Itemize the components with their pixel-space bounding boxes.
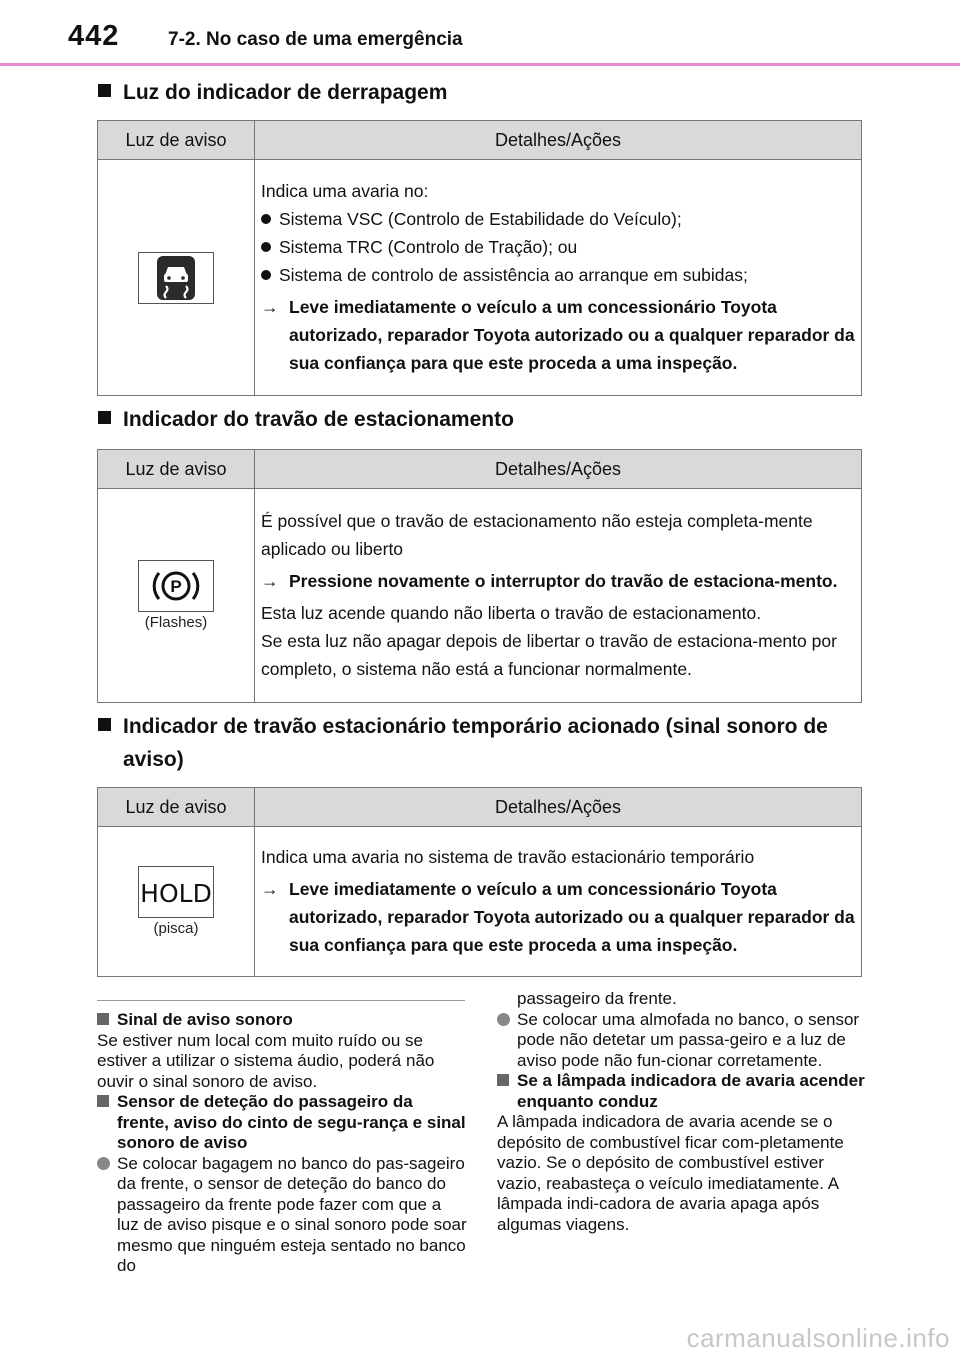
details-cell (255, 827, 862, 977)
arrow-icon: → (261, 296, 279, 317)
icon-caption: (Flashes) (144, 614, 208, 631)
square-bullet-icon (497, 1074, 509, 1086)
footnote-column-left (97, 1010, 467, 1277)
warning-light-cell (98, 160, 255, 396)
square-bullet-icon (98, 411, 111, 424)
column-header-details: Detalhes/Ações (255, 788, 862, 827)
footnote-body: A lâmpada indicadora de avaria acende se o depósito de combustível ficar com-pletamente vazio. Se o depósito de combustível estiver vazio, reabasteça o veículo imediatamente. A lâmpada indi-cadora de avaria apaga após algumas viagens. (497, 1112, 844, 1234)
section-title-slip (98, 76, 868, 109)
section-title-parking-brake: Indicador do travão de estacionamento (98, 403, 868, 436)
svg-text:P: P (170, 577, 182, 596)
footnote-body: Se estiver num local com muito ruído ou se estiver a utilizar o sistema áudio, poderá não ouvir o sinal sonoro de aviso. (97, 1030, 435, 1091)
arrow-icon: → (261, 570, 279, 591)
circle-bullet-icon (97, 1157, 110, 1170)
square-bullet-icon (97, 1095, 109, 1107)
detail-bullet: Sistema de controlo de assistência ao arranque em subidas; (261, 261, 855, 289)
footnote-column-right (497, 989, 867, 1235)
circle-bullet-icon (497, 1013, 510, 1026)
details-cell (255, 489, 862, 703)
bullet-dot-icon (261, 214, 271, 224)
section-title-hold: Indicador de travão estacionário temporário acionado (sinal sonoro de aviso) (98, 710, 893, 776)
bullet-dot-icon (261, 270, 271, 280)
bullet-dot-icon (261, 242, 271, 252)
detail-note: Esta luz acende quando não liberta o travão de estacionamento. (261, 602, 762, 623)
column-header-details: Detalhes/Ações (255, 121, 862, 160)
detail-bullet: Sistema TRC (Controlo de Tração); ou (261, 233, 855, 261)
detail-action: → Pressione novamente o interruptor do travão de estaciona-mento. (261, 567, 855, 595)
square-bullet-icon (98, 84, 111, 97)
detail-action: → Leve imediatamente o veículo a um concessionário Toyota autorizado, reparador Toyota autorizado ou a qualquer reparador da sua confiança para que este proceda a uma inspeção. (261, 875, 855, 959)
column-header-details: Detalhes/Ações (255, 450, 862, 489)
column-header-light: Luz de aviso (98, 450, 255, 489)
column-header-light: Luz de aviso (98, 788, 255, 827)
icon-caption: (pisca) (153, 920, 199, 937)
square-bullet-icon (98, 718, 111, 731)
slip-indicator-table (97, 120, 862, 396)
section-title-text: Luz do indicador de derrapagem (123, 81, 448, 104)
square-bullet-icon (97, 1013, 109, 1025)
footnote-bullet: Se colocar bagagem no banco do pas-sageiro da frente, o sensor de deteção do banco do passageiro da frente pode fazer com que a luz de aviso pisque e o sinal sonoro pode soar mesmo que ninguém esteja sentado no banco do (97, 1154, 467, 1277)
detail-note: Se esta luz não apagar depois de libertar o travão de estaciona-mento por completo, o sistema não está a funcionar normalmente. (261, 630, 837, 679)
footnote-heading: Sinal de aviso sonoro (97, 1010, 467, 1031)
hold-icon (138, 866, 214, 918)
page-number: 442 (68, 20, 120, 52)
detail-bullet: Sistema VSC (Controlo de Estabilidade do Veículo); (261, 205, 855, 233)
details-cell (255, 160, 862, 396)
arrow-icon: → (261, 878, 279, 899)
chapter-title: 7-2. No caso de uma emergência (168, 29, 463, 50)
detail-intro: É possível que o travão de estacionamento não esteja completa-mente aplicado ou liberto (261, 510, 813, 559)
footnote-continuation: passageiro da frente. (517, 989, 677, 1008)
header-divider (0, 63, 960, 66)
hold-indicator-table (97, 787, 862, 977)
detail-action: → Leve imediatamente o veículo a um concessionário Toyota autorizado, reparador Toyota autorizado ou a qualquer reparador da sua confiança para que este proceda a uma inspeção. (261, 293, 855, 377)
parking-brake-table (97, 449, 862, 703)
parking-brake-icon (138, 560, 214, 612)
warning-light-cell (98, 489, 255, 703)
footnote-divider (97, 1000, 465, 1001)
watermark: carmanualsonline.info (686, 1323, 950, 1353)
footnote-heading: Se a lâmpada indicadora de avaria acender enquanto conduz (497, 1071, 867, 1112)
column-header-light: Luz de aviso (98, 121, 255, 160)
slip-indicator-icon (138, 252, 214, 304)
svg-text:HOLD: HOLD (140, 879, 212, 908)
footnote-bullet: Se colocar uma almofada no banco, o sensor pode não detetar um passa-geiro e a luz de aviso pode não fun-cionar corretamente. (497, 1010, 867, 1072)
footnote-heading: Sensor de deteção do passageiro da frente, aviso do cinto de segu-rança e sinal sonoro de aviso (97, 1092, 467, 1154)
warning-light-cell (98, 827, 255, 977)
detail-intro: Indica uma avaria no sistema de travão estacionário temporário (261, 846, 755, 867)
detail-intro: Indica uma avaria no: (261, 180, 429, 201)
